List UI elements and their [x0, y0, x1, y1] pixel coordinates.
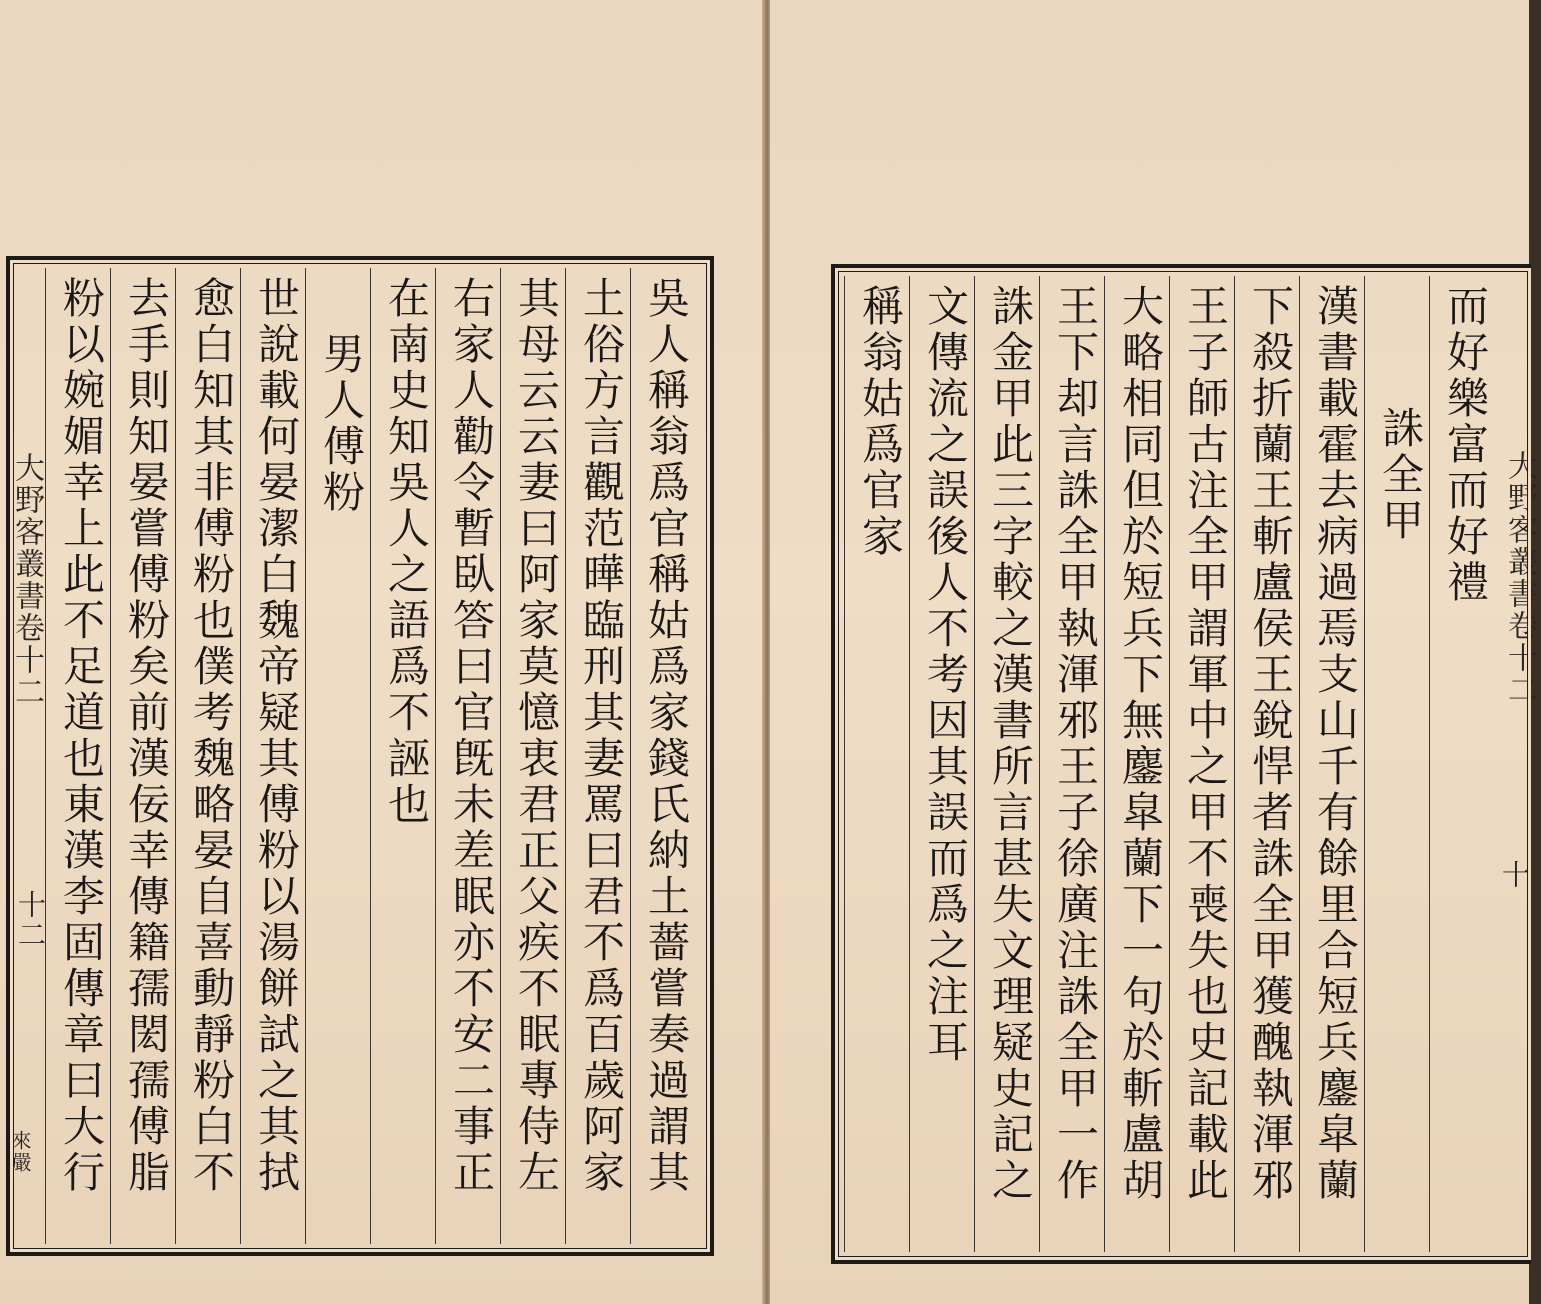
- right-column-9: 文傳流之誤後人不考因其誤而爲之注耳: [909, 276, 973, 1252]
- left-page: [0, 0, 766, 1304]
- left-column-9: 去手則知晏嘗傅粉矣前漢佞幸傳籍孺閎孺傅脂: [110, 268, 174, 1244]
- right-column-10: 稱翁姑爲官家: [844, 276, 908, 1252]
- right-leaf-number: 十: [1498, 860, 1531, 890]
- right-column-2-heading: 誅全甲: [1364, 276, 1428, 1252]
- right-column-7: 王下却言誅全甲執渾邪王子徐廣注誅全甲一作: [1039, 276, 1103, 1252]
- left-margin-title: 大野客叢書卷十二: [9, 452, 44, 708]
- right-column-4: 下殺折蘭王斬盧侯王銳悍者誅全甲獲醜執渾邪: [1234, 276, 1298, 1252]
- left-column-8: 愈白知其非傅粉也僕考魏略晏自喜動靜粉白不: [175, 268, 239, 1244]
- right-column-5: 王子師古注全甲謂軍中之甲不喪失也史記載此: [1169, 276, 1233, 1252]
- left-column-3: 其母云云妻曰阿家莫憶衷君正父疾不眠專侍左: [500, 268, 564, 1244]
- left-column-10: 粉以婉媚幸上此不足道也東漢李固傳章曰大行: [45, 268, 109, 1244]
- right-column-8: 誅金甲此三字較之漢書所言甚失文理疑史記之: [974, 276, 1038, 1252]
- right-column-6: 大略相同但於短兵下無鏖皐蘭下一句於斬盧胡: [1104, 276, 1168, 1252]
- right-column-1: 而好樂富而好禮: [1429, 276, 1493, 1252]
- left-column-7: 世說載何晏潔白魏帝疑其傅粉以湯餅試之其拭: [240, 268, 304, 1244]
- left-text-frame: [6, 256, 714, 1256]
- stamp-mark: 來嚴: [8, 1130, 32, 1174]
- left-column-2: 土俗方言觀范曄臨刑其妻罵曰君不爲百歲阿家: [565, 268, 629, 1244]
- right-text-frame: [831, 264, 1531, 1264]
- left-column-5: 在南史知吳人之語爲不誣也: [370, 268, 434, 1244]
- left-column-6-heading: 男人傅粉: [305, 268, 369, 1244]
- right-margin-title: 大野客叢書卷十二: [1502, 450, 1537, 706]
- left-column-1: 吳人稱翁爲官稱姑爲家錢氏納土薔嘗奏過謂其: [630, 268, 694, 1244]
- right-page: [770, 0, 1537, 1304]
- right-column-3: 漢書載霍去病過焉支山千有餘里合短兵鏖皐蘭: [1299, 276, 1363, 1252]
- left-column-4: 右家人勸令暫臥答曰官旣未差眠亦不安二事正: [435, 268, 499, 1244]
- left-leaf-number: 十二: [14, 890, 47, 950]
